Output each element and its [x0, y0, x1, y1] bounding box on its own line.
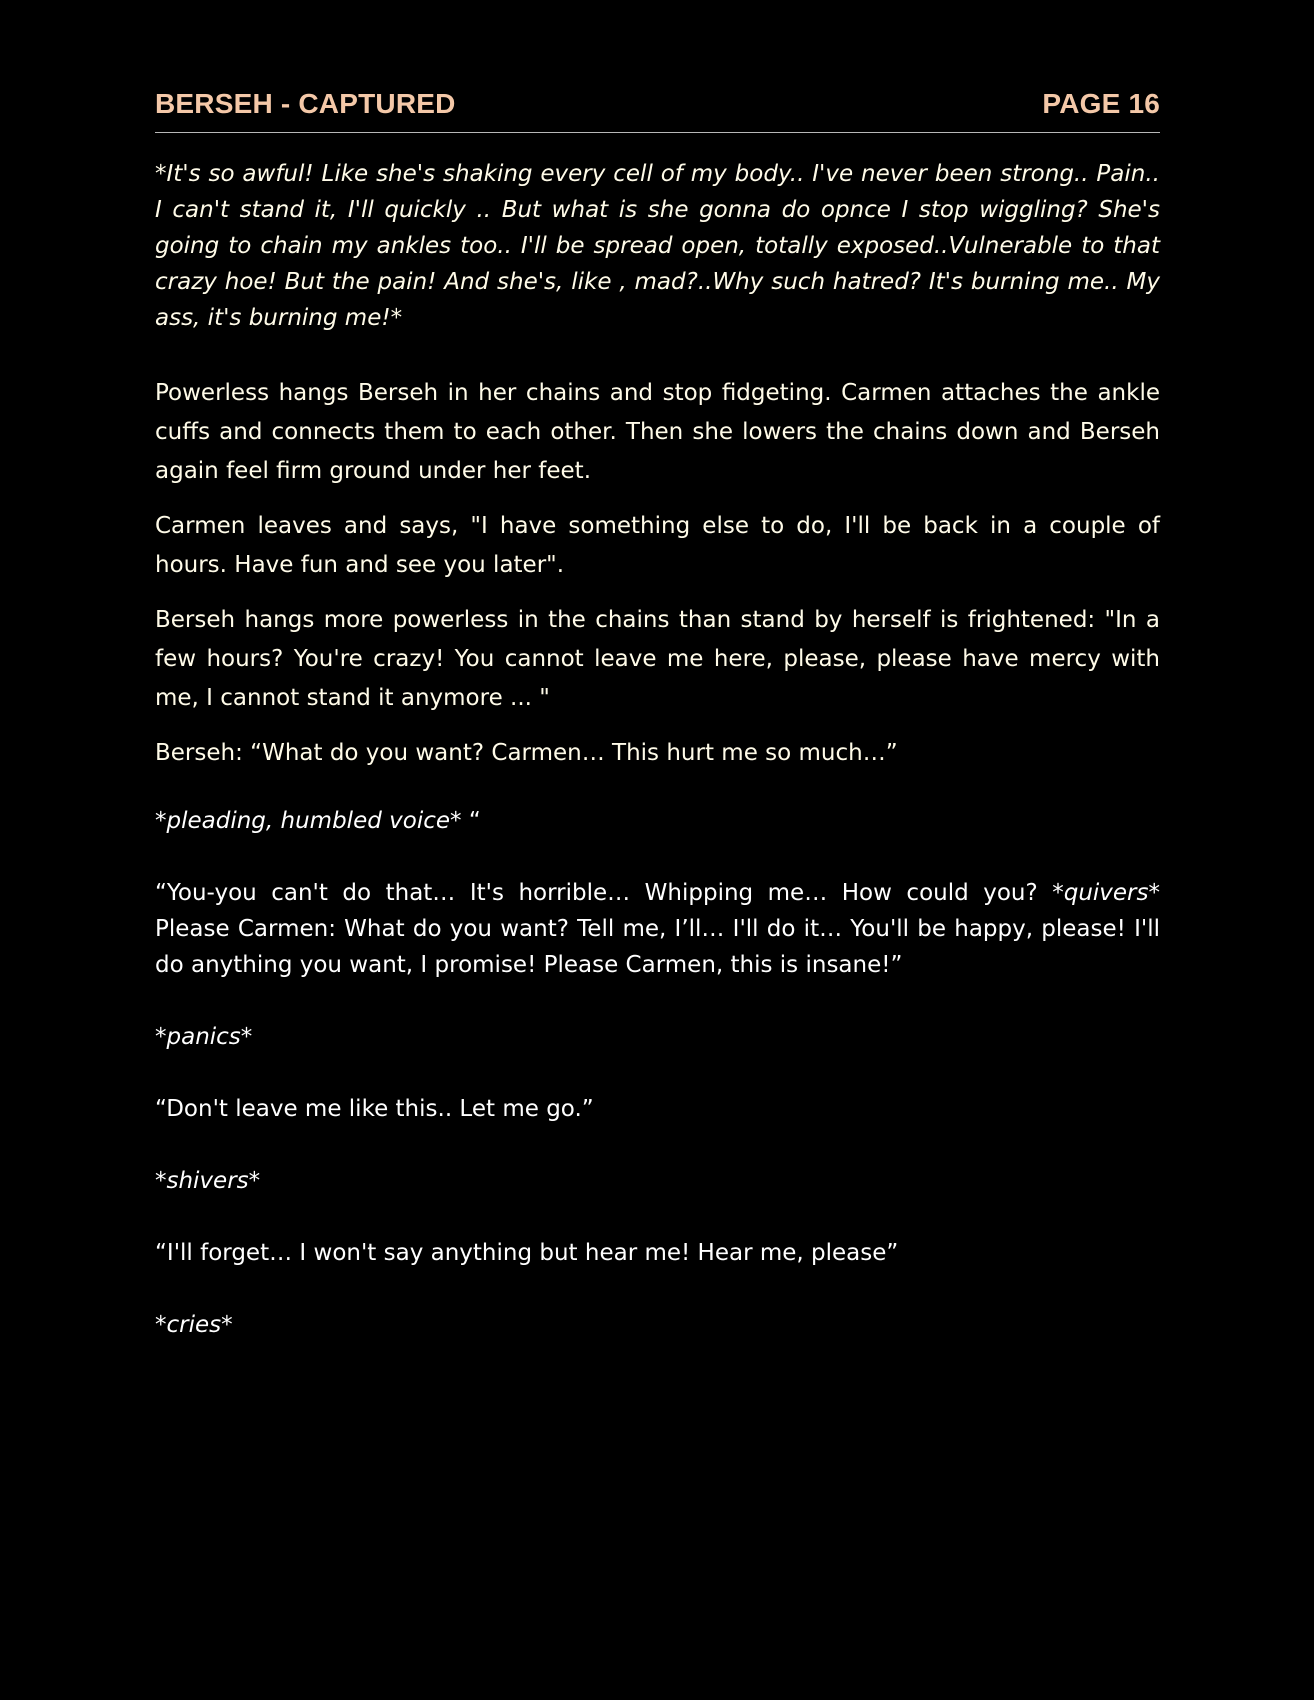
- stage-direction-star: *: [155, 1312, 167, 1338]
- narrative-paragraph: Carmen leaves and says, "I have something else to do, I'll be back in a couple of hours. Have fun and see you later".: [155, 513, 1160, 578]
- dialogue-line: “Don't leave me like this.. Let me go.”: [155, 1096, 594, 1122]
- narrative-paragraph: Berseh hangs more powerless in the chains than stand by herself is frightened: "In a few hours? You're crazy! You cannot leave me here, please, please have mercy with me, I cannot stand it anymore ... ": [155, 607, 1160, 711]
- dialogue-line: [155, 875, 1160, 983]
- stage-direction-star: *: [248, 1168, 261, 1194]
- stage-direction-text: quivers: [1063, 880, 1149, 906]
- dialogue-line: “I'll forget… I won't say anything but hear me! Hear me, please”: [155, 1240, 899, 1266]
- stage-direction: [155, 1019, 1160, 1055]
- dialogue-line: Berseh: “What do you want? Carmen… This hurt me so much…”: [155, 740, 898, 766]
- stage-direction-star: * “: [450, 808, 481, 834]
- document-title: BERSEH - CAPTURED: [155, 88, 456, 119]
- stage-direction: [155, 1307, 1160, 1343]
- page-header: [155, 86, 1160, 133]
- stage-direction-text: cries: [166, 1312, 222, 1338]
- inner-thought-paragraph: *It's so awful! Like she's shaking every cell of my body.. I've never been strong.. Pain.. I can't stand it, I'll quickly .. But what is she gonna do opnce I stop wiggling? She's going to chain my ankles too.. I'll be spread open, totally exposed..Vulnerable to that crazy hoe! But the pain! And she's, like , mad?..Why such hatred? It's burning me.. My ass, it's burning me!*: [155, 161, 1160, 331]
- stage-direction: [155, 1163, 1160, 1199]
- narrative-paragraph: Powerless hangs Berseh in her chains and stop fidgeting. Carmen attaches the ankle cuffs and connects them to each other. Then she lowers the chains down and Berseh again feel firm ground under her feet.: [155, 380, 1160, 484]
- stage-direction-star: *: [155, 1024, 167, 1050]
- page-number: PAGE 16: [1042, 88, 1160, 119]
- stage-direction-text: pleading, humbled voice: [166, 808, 451, 834]
- stage-direction-star: *: [221, 1312, 233, 1338]
- stage-direction-text: panics: [166, 1024, 241, 1050]
- dialogue-text: * Please Carmen: What do you want? Tell me, I’ll… I'll do it… You'll be happy, please! I'll do anything you want, I promise! Please Carmen, this is insane!”: [155, 880, 1160, 978]
- story-body: [155, 156, 1160, 1379]
- stage-direction-text: shivers: [166, 1168, 249, 1194]
- stage-direction: [155, 803, 1160, 839]
- stage-direction-star: *: [155, 808, 167, 834]
- document-page: [155, 0, 1160, 1700]
- dialogue-text: “You-you can't do that… It's horrible… Whipping me… How could you? *: [155, 880, 1064, 906]
- stage-direction-star: *: [240, 1024, 253, 1050]
- stage-direction-star: *: [155, 1168, 167, 1194]
